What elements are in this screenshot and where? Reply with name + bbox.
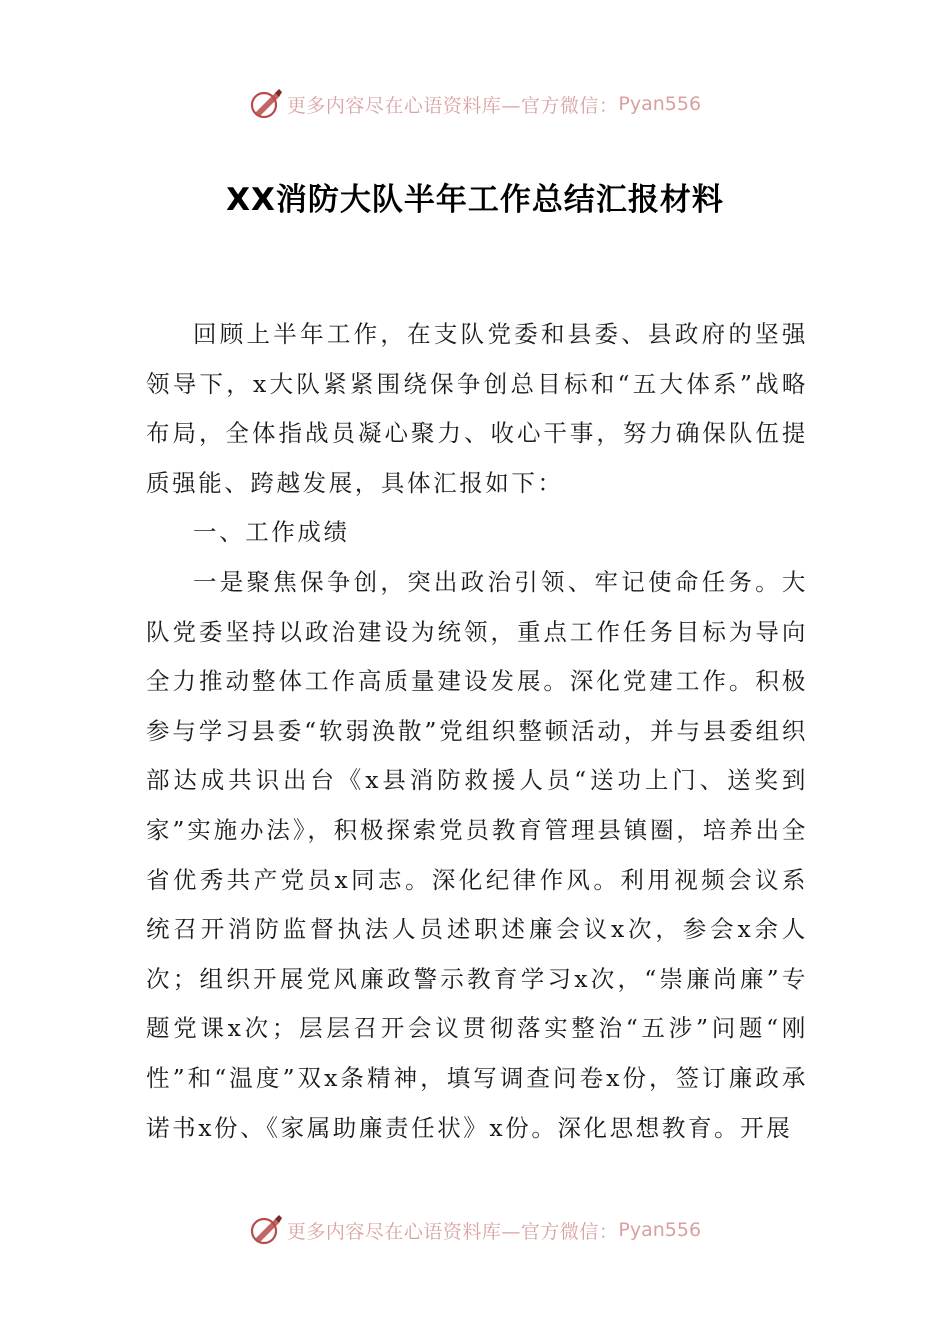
section-heading: 一、工作成绩 bbox=[193, 518, 350, 547]
pen-logo-icon bbox=[249, 1213, 283, 1247]
watermark-text: 更多内容尽在心语资料库—官方微信： bbox=[286, 1220, 619, 1243]
document-title: XX消防大队半年工作总结汇报材料 bbox=[226, 182, 724, 218]
watermark-wechat-id: Pyan556 bbox=[618, 1219, 702, 1241]
document-body bbox=[146, 310, 808, 1153]
paragraph-achievements: 一是聚焦保争创，突出政治引领、牢记使命任务。大队党委坚持以政治建设为统领，重点工作任务目标为导向全力推动整体工作高质量建设发展。深化党建工作。积极参与学习县委“软弱涣散”党组织整顿活动，并与县委组织部达成共识出台《x县消防救援人员“送功上门、送奖到家”实施办法》，积极探索党员教育管理县镇圈，培养出全省优秀共产党员x同志。深化纪律作风。利用视频会议系统召开消防监督执法人员述职述廉会议x次，参会x余人次；组织开展党风廉政警示教育学习x次，“崇廉尚廉”专题党课x次；层层召开会议贯彻落实整治“五涉”问题“刚性”和“温度”双x条精神，填写调查问卷x份，签订廉政承诺书x份、《家属助廉责任状》x份。深化思想教育。开展 bbox=[146, 567, 808, 1142]
watermark-footer bbox=[0, 1210, 950, 1250]
watermark-wechat-id: Pyan556 bbox=[618, 93, 702, 115]
pen-logo-icon bbox=[249, 87, 283, 121]
paragraph-intro: 回顾上半年工作，在支队党委和县委、县政府的坚强领导下，x大队紧紧围绕保争创总目标和“五大体系”战略布局，全体指战员凝心聚力、收心干事，努力确保队伍提质强能、跨越发展，具体汇报如下： bbox=[146, 320, 808, 497]
watermark-header bbox=[0, 84, 950, 124]
watermark-text: 更多内容尽在心语资料库—官方微信： bbox=[286, 94, 619, 117]
